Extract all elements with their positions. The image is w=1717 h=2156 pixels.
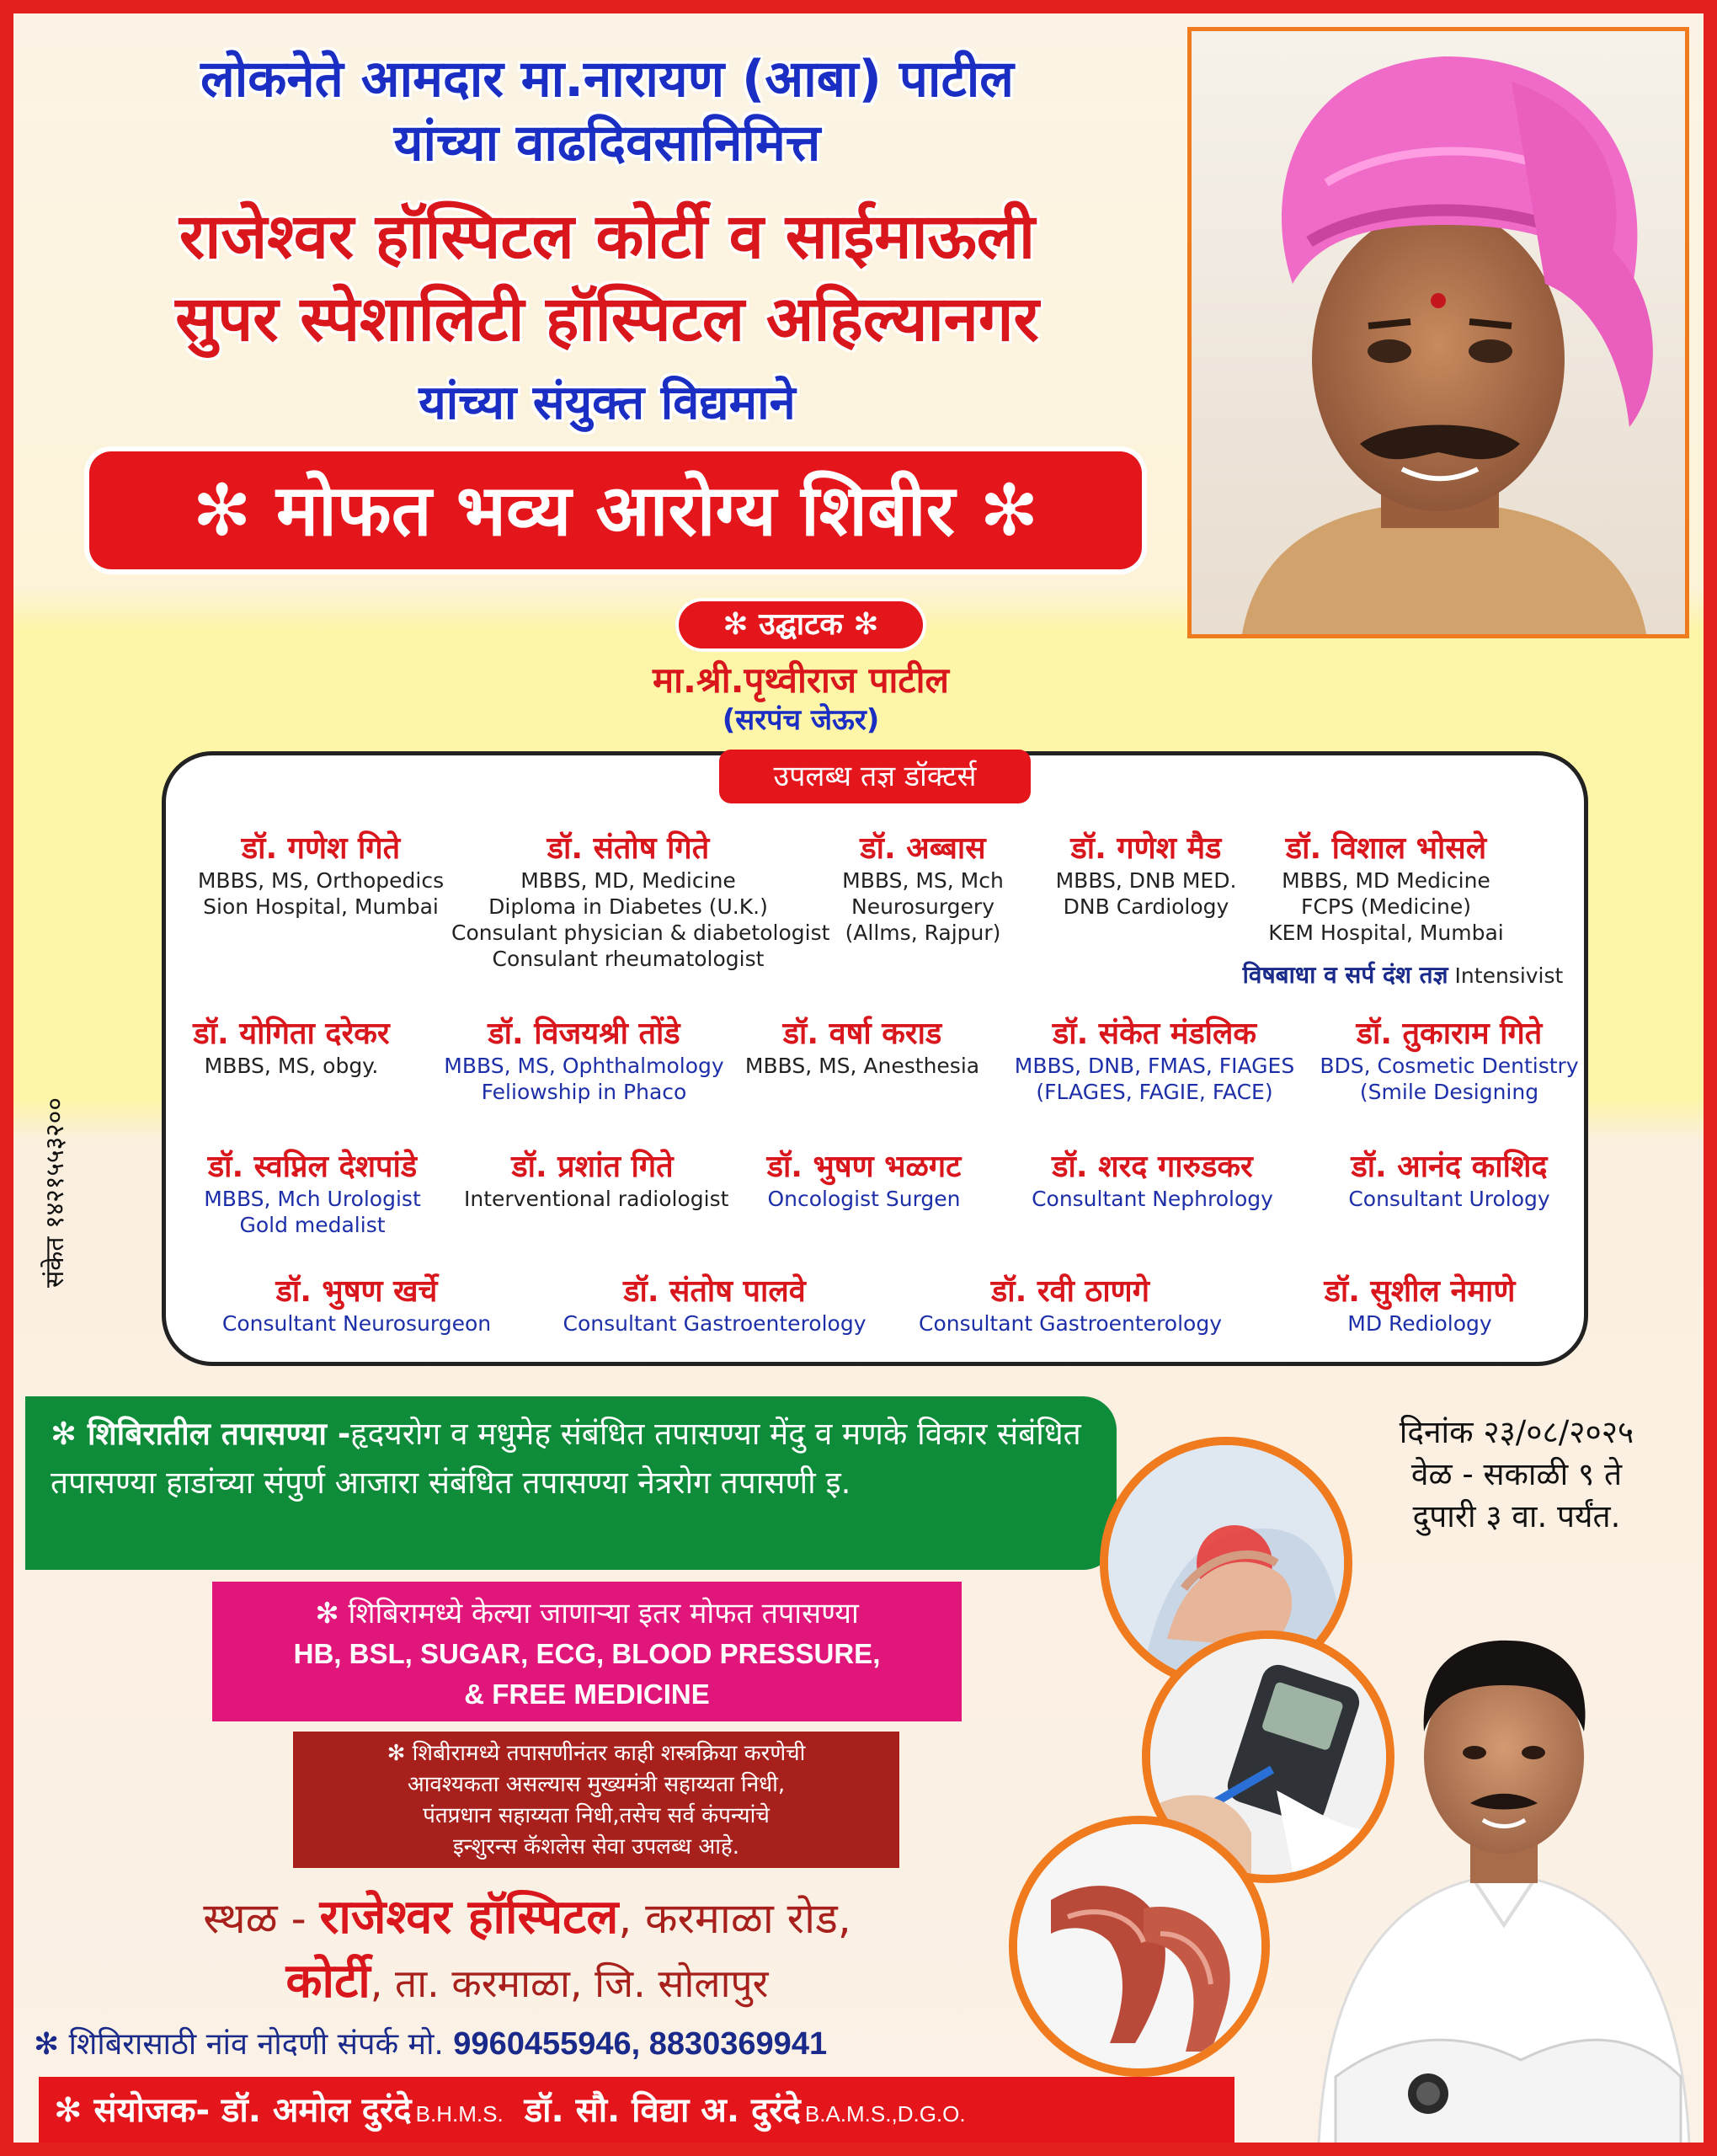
inaugurator-name: मा.श्री.पृथ्वीराज पाटील — [653, 659, 949, 701]
doctor-qualification: Consultant Urology — [1348, 1187, 1550, 1211]
doctor-card — [182, 830, 460, 920]
doctor-qualification: Consultant Gastroenterology — [563, 1311, 866, 1336]
doctor-card — [439, 1016, 729, 1105]
leader-portrait — [1187, 27, 1689, 638]
doctor-name: डॉ. वर्षा कराड — [782, 1017, 942, 1051]
venue-village: कोर्टी — [285, 1954, 371, 2009]
camp-tests-label: ✻ शिबिरातील तपासण्या - — [51, 1416, 351, 1452]
doctor-qualification: MBBS, MS, Ophthalmology — [444, 1054, 724, 1078]
camp-tests-box — [25, 1396, 1117, 1570]
leader-portrait-image — [1192, 31, 1685, 634]
hospital-line2: सुपर स्पेशालिटी हॉस्पिटल अहिल्यानगर — [175, 283, 1039, 355]
notice-line: आवश्यकता असल्यास मुख्यमंत्री सहाय्यता निधी, — [407, 1772, 786, 1797]
organizer-secondary: डॉ. सौ. विद्या अ. दुरंदे — [524, 2091, 801, 2130]
doctors-panel-title: उपलब्ध तज्ञ डॉक्टर्स — [719, 750, 1031, 803]
doctor-qualification: MBBS, Mch Urologist — [204, 1187, 421, 1211]
doctor-extra-specialty — [1226, 962, 1580, 989]
camp-date-time — [1348, 1412, 1685, 1538]
doctor-name: डॉ. गणेश मैड — [1070, 831, 1222, 866]
contact-numbers: 9960455946, 8830369941 — [453, 2026, 828, 2062]
free-tests-list: HB, BSL, SUGAR, ECG, BLOOD PRESSURE, — [293, 1638, 881, 1669]
inaugurator-label: ✻ उद्घाटक ✻ — [679, 601, 923, 648]
doctor-name: डॉ. संतोष गिते — [547, 831, 710, 866]
surgery-assistance-notice — [293, 1732, 899, 1868]
header-line2: यांच्या वाढदिवसानिमित्त — [393, 114, 821, 173]
camp-date: दिनांक २३/०८/२०२५ — [1399, 1414, 1634, 1450]
leg-muscle-illustration — [1017, 1824, 1261, 2068]
doctor-card — [738, 1149, 990, 1212]
doctor-qualification: BDS, Cosmetic Dentistry — [1320, 1054, 1579, 1078]
doctor-card — [994, 1016, 1314, 1105]
doctor-name: डॉ. शरद गारुडकर — [1052, 1150, 1253, 1184]
doctor-name: डॉ. रवी ठाणगे — [991, 1274, 1149, 1309]
doctor-qualification: Consultant Gastroenterology — [918, 1311, 1222, 1336]
doctor-qualification: MBBS, MS, obgy. — [204, 1054, 379, 1078]
free-tests-box — [212, 1582, 962, 1721]
doctor-qualification: Gold medalist — [239, 1213, 386, 1237]
doctor-name: डॉ. भुषण खर्चे — [275, 1274, 438, 1309]
doctor-card — [1251, 830, 1521, 946]
doctor-name: डॉ. सुशील नेमाणे — [1324, 1274, 1516, 1309]
organizer-primary-degree: B.H.M.S. — [415, 2101, 504, 2127]
venue-hospital: राजेश्वर हॉस्पिटल — [319, 1890, 619, 1945]
doctor-name: डॉ. विशाल भोसले — [1285, 831, 1487, 866]
doctor-name: डॉ. योगिता दरेकर — [193, 1017, 390, 1051]
doctor-qualification: MBBS, MD Medicine — [1282, 868, 1490, 893]
doctor-name: डॉ. संतोष पालवे — [623, 1274, 806, 1309]
venue-district: , ता. करमाळा, जि. सोलापुर — [370, 1961, 769, 2006]
doctor-qualification: Consultant Neurosurgeon — [221, 1311, 492, 1336]
doctor-card — [451, 830, 830, 972]
notice-line: इन्शुरन्स कॅशलेस सेवा उपलब्ध आहे. — [453, 1834, 739, 1860]
doctor-card — [464, 1149, 729, 1212]
camp-time-start: वेळ - सकाळी ९ ते — [1410, 1456, 1623, 1492]
doctor-qualification: Interventional radiologist — [464, 1187, 729, 1211]
notice-line: ✻ शिबीरामध्ये तपासणीनंतर काही शस्त्रक्रिया करणेची — [387, 1741, 806, 1766]
camp-tests-text: हृदयरोग व मधुमेह संबंधित तपासण्या मेंदु व मणके विकार संबंधित तपासण्या हाडांच्या संपुर्ण आजारा संबंधित तपासण्या नेत्ररोग तपासणी इ. — [51, 1416, 1081, 1501]
doctor-qualification: KEM Hospital, Mumbai — [1268, 921, 1504, 945]
doctor-qualification: Feliowship in Phaco — [481, 1080, 687, 1104]
intensivist-text: Intensivist — [1454, 963, 1564, 988]
doctor-qualification: (FLAGES, FAGIE, FACE) — [1036, 1080, 1273, 1104]
doctor-card — [1314, 1016, 1584, 1105]
inaugurator-role: (सरपंच जेऊर) — [722, 703, 880, 737]
organizer-bar — [39, 2077, 1234, 2144]
doctor-card — [1310, 1149, 1588, 1212]
doctor-card — [561, 1273, 868, 1337]
venue-line1 — [64, 1888, 990, 1948]
doctor-qualification: DNB Cardiology — [1063, 894, 1229, 919]
venue-line2 — [64, 1952, 990, 2013]
doctor-name: डॉ. विजयश्री तोंडे — [488, 1017, 680, 1051]
leg-muscle-image — [1009, 1816, 1270, 2077]
doctor-qualification: MBBS, DNB MED. — [1055, 868, 1237, 893]
doctor-card — [165, 1149, 460, 1238]
doctor-card — [1037, 830, 1256, 920]
doctor-name: डॉ. स्वप्निल देशपांडे — [207, 1150, 418, 1184]
doctor-qualification: Consulant rheumatologist — [492, 947, 765, 971]
doctor-qualification: MBBS, MD, Medicine — [520, 868, 736, 893]
organizer-portrait-image — [1302, 1605, 1706, 2144]
doctor-qualification: Diploma in Diabetes (U.K.) — [488, 894, 768, 919]
joint-venture-line: यांच्या संयुक्त विद्यमाने — [419, 376, 796, 430]
doctor-card — [203, 1273, 510, 1337]
camp-title-banner: ✻ मोफत भव्य आरोग्य शिबीर ✻ — [89, 451, 1142, 569]
doctor-qualification: MD Rediology — [1347, 1311, 1492, 1336]
doctor-name: डॉ. तुकाराम गिते — [1356, 1017, 1543, 1051]
doctor-qualification: FCPS (Medicine) — [1301, 894, 1471, 919]
doctor-name: डॉ. संकेत मंडलिक — [1053, 1017, 1256, 1051]
designer-credit: संकेत १४२१५५३२०० — [40, 1097, 70, 1288]
doctor-qualification: Neurosurgery — [851, 894, 994, 919]
doctor-qualification: MBBS, MS, Anesthesia — [744, 1054, 980, 1078]
organizer-secondary-degree: B.A.M.S.,D.G.O. — [804, 2101, 966, 2127]
organizer-primary: ✻ संयोजक- डॉ. अमोल दुरंदे — [54, 2091, 412, 2130]
doctor-card — [1277, 1273, 1563, 1337]
contact-label: ✻ शिबिरासाठी नांव नोदणी संपर्क मो. — [34, 2027, 444, 2062]
doctor-qualification: (Smile Designing — [1359, 1080, 1539, 1104]
notice-line: पंतप्रधान सहाय्यता निधी,तसेच सर्व कंपन्यांचे — [423, 1803, 770, 1828]
doctor-name: डॉ. अब्बास — [860, 831, 986, 866]
doctor-qualification: Consulant physician & diabetologist — [451, 921, 830, 945]
doctor-name: डॉ. आनंद काशिद — [1351, 1150, 1548, 1184]
doctor-card — [736, 1016, 989, 1079]
snakebite-specialist-text: विषबाधा व सर्प दंश तज्ञ — [1242, 961, 1448, 989]
doctor-qualification: MBBS, MS, Mch — [842, 868, 1004, 893]
doctor-card — [165, 1016, 418, 1079]
free-tests-title: ✻ शिबिरामध्ये केल्या जाणाऱ्या इतर मोफत तपासण्या — [315, 1597, 859, 1630]
doctor-qualification: MBBS, DNB, FMAS, FIAGES — [1014, 1054, 1295, 1078]
doctor-card — [1011, 1149, 1293, 1212]
doctor-card — [914, 1273, 1226, 1337]
hospital-line1: राजेश्वर हॉस्पिटल कोर्टी व साईमाऊली — [179, 200, 1036, 273]
doctor-name: डॉ. गणेश गिते — [241, 831, 401, 866]
doctor-qualification: (Allms, Rajpur) — [845, 921, 1001, 945]
doctor-name: डॉ. प्रशांत गिते — [511, 1150, 674, 1184]
organizer-portrait — [1302, 1605, 1706, 2144]
doctor-card — [818, 830, 1028, 946]
doctor-qualification: Sion Hospital, Mumbai — [203, 894, 439, 919]
camp-time-end: दुपारी ३ वा. पर्यंत. — [1412, 1498, 1621, 1534]
doctor-qualification: MBBS, MS, Orthopedics — [197, 868, 445, 893]
venue-road: , करमाळा रोड, — [618, 1894, 851, 1943]
doctor-qualification: Consultant Nephrology — [1032, 1187, 1273, 1211]
doctor-name: डॉ. भुषण भळगट — [766, 1150, 962, 1184]
venue-prefix: स्थळ - — [203, 1894, 320, 1943]
free-tests-medicine: & FREE MEDICINE — [464, 1678, 710, 1710]
header-line1: लोकनेते आमदार मा.नारायण (आबा) पाटील — [200, 50, 1014, 109]
doctor-qualification: Oncologist Surgen — [767, 1187, 961, 1211]
registration-contact — [34, 2023, 1128, 2066]
